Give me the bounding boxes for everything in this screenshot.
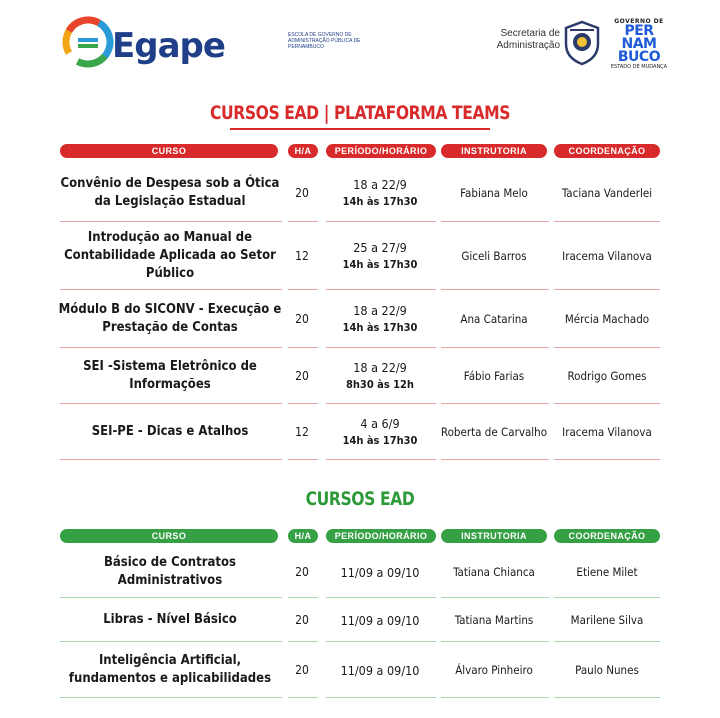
gov-name-line-3: BUCO <box>617 49 661 65</box>
curso-cell: Inteligência Artificial, fundamentos e aplicabilidades <box>68 653 272 686</box>
row-divider <box>441 459 549 460</box>
curso-cell: Básico de Contratos Administrativos <box>104 555 236 588</box>
instrutoria-cell: Fábio Farias <box>463 369 525 383</box>
instrutoria-cell: Roberta de Carvalho <box>440 425 548 439</box>
periodo-dates: 18 a 22/9 <box>353 360 407 375</box>
instrutoria-cell: Fabiana Melo <box>460 186 528 200</box>
table-row <box>0 404 720 460</box>
title-underline <box>230 128 490 130</box>
row-divider <box>554 459 660 460</box>
coordenacao-cell: Paulo Nunes <box>575 663 639 677</box>
periodo-hours: 14h às 17h30 <box>342 321 418 334</box>
row-divider <box>441 697 549 698</box>
egape-logo <box>62 14 361 70</box>
column-header-instrutoria: INSTRUTORIA <box>441 144 547 158</box>
table-row <box>0 164 720 222</box>
coordenacao-cell: Iracema Vilanova <box>562 249 652 263</box>
row-divider <box>326 697 436 698</box>
secretaria-label: Secretaria de Administração <box>496 28 560 51</box>
column-header-ha: H/A <box>288 144 318 158</box>
row-divider <box>326 459 436 460</box>
periodo-cell <box>326 598 434 642</box>
column-header-instrutoria: INSTRUTORIA <box>441 529 547 543</box>
periodo-cell <box>326 404 434 460</box>
egape-logo-icon <box>62 16 114 68</box>
column-header-coordenacao: COORDENAÇÃO <box>554 529 660 543</box>
table-row <box>0 348 720 404</box>
periodo-hours: 14h às 17h30 <box>342 434 418 447</box>
periodo-cell <box>326 290 434 348</box>
table-row <box>0 222 720 290</box>
periodo-dates: 25 a 27/9 <box>353 240 407 255</box>
periodo-cell <box>326 348 434 404</box>
ha-cell: 20 <box>295 663 309 677</box>
curso-cell: Libras - Nível Básico <box>103 612 237 627</box>
table-row <box>0 290 720 348</box>
section-title-ead: CURSOS EAD <box>305 488 415 510</box>
row-divider <box>554 697 660 698</box>
instrutoria-cell: Ana Catarina <box>460 312 528 326</box>
row-divider <box>288 697 318 698</box>
table-row <box>0 642 720 698</box>
ha-cell: 20 <box>295 613 309 627</box>
egape-logo-subtitle: ESCOLA DE GOVERNO DE ADMINISTRAÇÃO PÚBLICA DE PERNAMBUCO <box>288 32 361 50</box>
periodo-cell <box>326 164 434 222</box>
column-header-periodo: PERÍODO/HORÁRIO <box>326 529 436 543</box>
coordenacao-cell: Etiene Milet <box>576 565 638 579</box>
curso-cell: SEI -Sistema Eletrônico de Informações <box>83 359 257 392</box>
ha-cell: 20 <box>295 186 309 200</box>
ha-cell: 20 <box>295 369 309 383</box>
periodo-cell <box>326 642 434 698</box>
ha-cell: 12 <box>295 425 309 439</box>
periodo-dates: 18 a 22/9 <box>353 303 407 318</box>
periodo-hours: 8h30 às 12h <box>346 378 414 391</box>
table-row <box>0 546 720 598</box>
periodo-hours: 14h às 17h30 <box>342 258 418 271</box>
instrutoria-cell: Giceli Barros <box>461 249 527 263</box>
state-seal-icon <box>562 20 602 66</box>
column-header-coordenacao: COORDENAÇÃO <box>554 144 660 158</box>
curso-cell: Convênio de Despesa sob a Ótica da Legislação Estadual <box>60 176 280 209</box>
column-header-curso: CURSO <box>60 144 278 158</box>
periodo-dates: 11/09 a 09/10 <box>340 612 420 628</box>
periodo-dates: 4 a 6/9 <box>360 416 400 431</box>
ha-cell: 12 <box>295 249 309 263</box>
curso-cell: Introdução ao Manual de Contabilidade Aplicada ao Setor Público <box>64 230 276 281</box>
coordenacao-cell: Mércia Machado <box>564 312 650 326</box>
section-title-teams: CURSOS EAD | PLATAFORMA TEAMS <box>209 102 511 124</box>
header <box>0 0 720 85</box>
egape-logo-text: Egape <box>112 26 225 66</box>
column-header-ha: H/A <box>288 529 318 543</box>
periodo-dates: 11/09 a 09/10 <box>340 662 420 678</box>
row-divider <box>60 697 282 698</box>
coordenacao-cell: Iracema Vilanova <box>562 425 652 439</box>
coordenacao-cell: Taciana Vanderlei <box>561 186 653 200</box>
row-divider <box>60 459 282 460</box>
gov-name-line-2: NAM <box>621 36 657 52</box>
table-row <box>0 598 720 642</box>
periodo-dates: 11/09 a 09/10 <box>340 564 420 580</box>
periodo-cell <box>326 222 434 290</box>
ha-cell: 20 <box>295 312 309 326</box>
coordenacao-cell: Rodrigo Gomes <box>567 369 647 383</box>
coordenacao-cell: Marilene Silva <box>570 613 644 627</box>
periodo-hours: 14h às 17h30 <box>342 195 418 208</box>
row-divider <box>288 459 318 460</box>
column-header-periodo: PERÍODO/HORÁRIO <box>326 144 436 158</box>
curso-cell: Módulo B do SICONV - Execução e Prestação de Contas <box>58 302 282 335</box>
periodo-cell <box>326 546 434 598</box>
pernambuco-wordmark <box>604 18 674 70</box>
periodo-dates: 18 a 22/9 <box>353 177 407 192</box>
curso-cell: SEI-PE - Dicas e Atalhos <box>91 424 249 439</box>
government-logo <box>480 18 680 70</box>
gov-top-text: GOVERNO DE <box>614 18 664 25</box>
instrutoria-cell: Álvaro Pinheiro <box>455 663 533 677</box>
gov-name-line-1: PER <box>624 23 654 39</box>
instrutoria-cell: Tatiana Chianca <box>453 565 535 579</box>
column-header-curso: CURSO <box>60 529 278 543</box>
instrutoria-cell: Tatiana Martins <box>454 613 534 627</box>
ha-cell: 20 <box>295 565 309 579</box>
gov-slogan: ESTADO DE MUDANÇA <box>610 64 668 70</box>
